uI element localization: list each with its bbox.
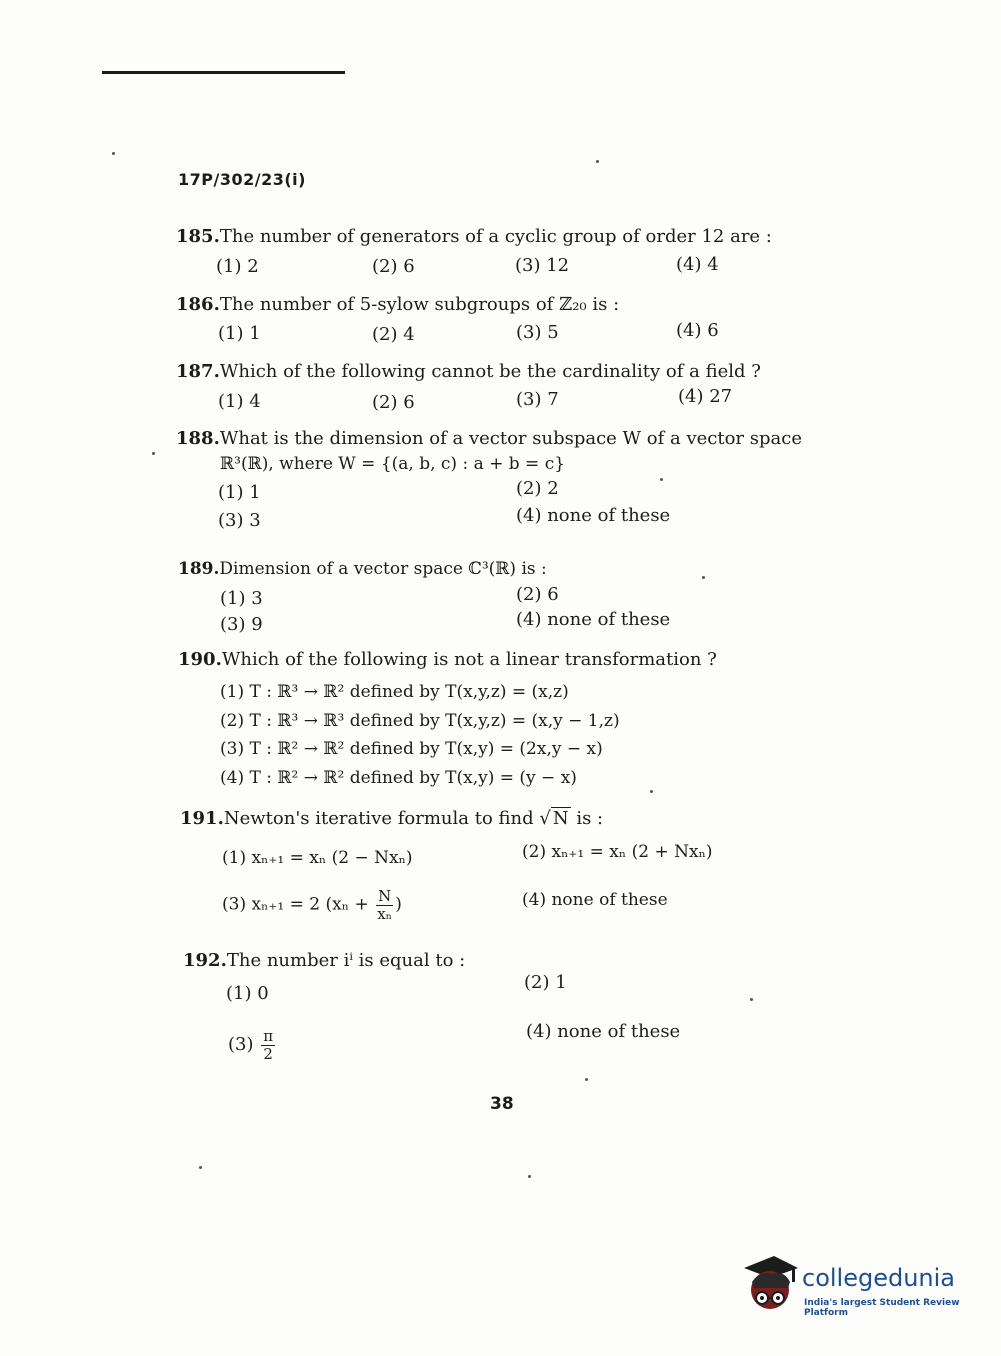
paper-code: 17P/302/23(i) <box>178 170 306 189</box>
option: (2) 6 <box>372 256 415 277</box>
option: (3) 3 <box>218 510 261 531</box>
option: (4) none of these <box>526 1021 681 1042</box>
option: (4) 6 <box>676 320 719 341</box>
question-number: 188. <box>176 428 220 449</box>
option: (3) 7 <box>516 389 559 410</box>
question-number: 191. <box>180 808 224 829</box>
option-3-formula: (3) xₙ₊₁ = 2 (xₙ + $\frac{N}{\text{xₙ}}$ ) <box>222 887 402 923</box>
question-text-line-2: ℝ³(ℝ), where W = {(a, b, c) : a + b = c} <box>220 454 566 474</box>
question-186 <box>176 294 619 315</box>
page-number: 38 <box>490 1094 514 1114</box>
option: (2) 6 <box>372 392 415 413</box>
option: (1) T : ℝ³ → ℝ² defined by T(x,y,z) = (x,z) <box>220 682 569 702</box>
question-191 <box>180 808 603 829</box>
question-number: 189. <box>178 559 220 579</box>
option: (4) none of these <box>516 609 671 630</box>
collegedunia-logo <box>740 1250 970 1320</box>
question-189 <box>178 559 547 579</box>
question-text-tail: is : <box>576 808 604 829</box>
option: (3) T : ℝ² → ℝ² defined by T(x,y) = (2x,y − x) <box>220 739 603 759</box>
question-text: The number iⁱ is equal to : <box>226 950 466 971</box>
logo-name: collegedunia <box>802 1264 956 1292</box>
option: (2) 2 <box>516 478 559 499</box>
option: (2) xₙ₊₁ = xₙ (2 + Nxₙ) <box>522 842 713 862</box>
question-187 <box>176 361 761 382</box>
fraction: $\frac{N}{\text{xₙ}}$ <box>377 887 393 923</box>
option: (3) 9 <box>220 614 263 635</box>
option: (1) 1 <box>218 482 261 503</box>
question-185 <box>176 226 772 247</box>
question-text: What is the dimension of a vector subspace W of a vector space <box>219 428 802 449</box>
option: (4) T : ℝ² → ℝ² defined by T(x,y) = (y − x) <box>220 768 577 788</box>
option: (1) 2 <box>216 256 259 277</box>
option: (1) 4 <box>218 391 261 412</box>
option: (4) none of these <box>516 505 671 526</box>
option: (4) 4 <box>676 254 719 275</box>
mascot-icon <box>740 1252 802 1314</box>
option: (4) 27 <box>678 386 733 407</box>
question-190 <box>178 649 717 670</box>
option: (4) none of these <box>522 890 668 910</box>
option: (1) 3 <box>220 588 263 609</box>
option: (2) T : ℝ³ → ℝ³ defined by T(x,y,z) = (x,y − 1,z) <box>220 711 620 731</box>
option: (2) 4 <box>372 324 415 345</box>
option: (1) 0 <box>226 983 269 1004</box>
option: (1) 1 <box>218 323 261 344</box>
question-text: Which of the following is not a linear transformation ? <box>221 649 717 670</box>
question-number: 187. <box>176 361 220 382</box>
question-number: 186. <box>176 294 220 315</box>
question-text: The number of 5-sylow subgroups of ℤ₂₀ is : <box>219 294 620 315</box>
sqrt-symbol: √ N <box>539 808 569 829</box>
option: (2) 1 <box>524 972 567 993</box>
option: (1) xₙ₊₁ = xₙ (2 − Nxₙ) <box>222 848 413 868</box>
question-192 <box>183 950 465 971</box>
option: (2) 6 <box>516 584 559 605</box>
question-text: The number of generators of a cyclic group of order 12 are : <box>219 226 772 247</box>
question-text: Dimension of a vector space ℂ³(ℝ) is : <box>219 559 547 579</box>
question-text: Newton's iterative formula to find <box>223 808 534 829</box>
question-188 <box>176 428 802 449</box>
question-number: 192. <box>183 950 227 971</box>
option: (3) 12 <box>515 255 570 276</box>
logo-tagline: India's largest Student Review Platform <box>804 1298 960 1318</box>
question-number: 190. <box>178 649 222 670</box>
top-rule <box>102 71 345 74</box>
fraction: $\frac{\pi}{2}$ <box>263 1027 274 1063</box>
option-3-formula: (3) $\frac{\pi}{2}$ <box>228 1027 274 1063</box>
option: (3) 5 <box>516 322 559 343</box>
question-text: Which of the following cannot be the cardinality of a field ? <box>219 361 761 382</box>
question-number: 185. <box>176 226 220 247</box>
